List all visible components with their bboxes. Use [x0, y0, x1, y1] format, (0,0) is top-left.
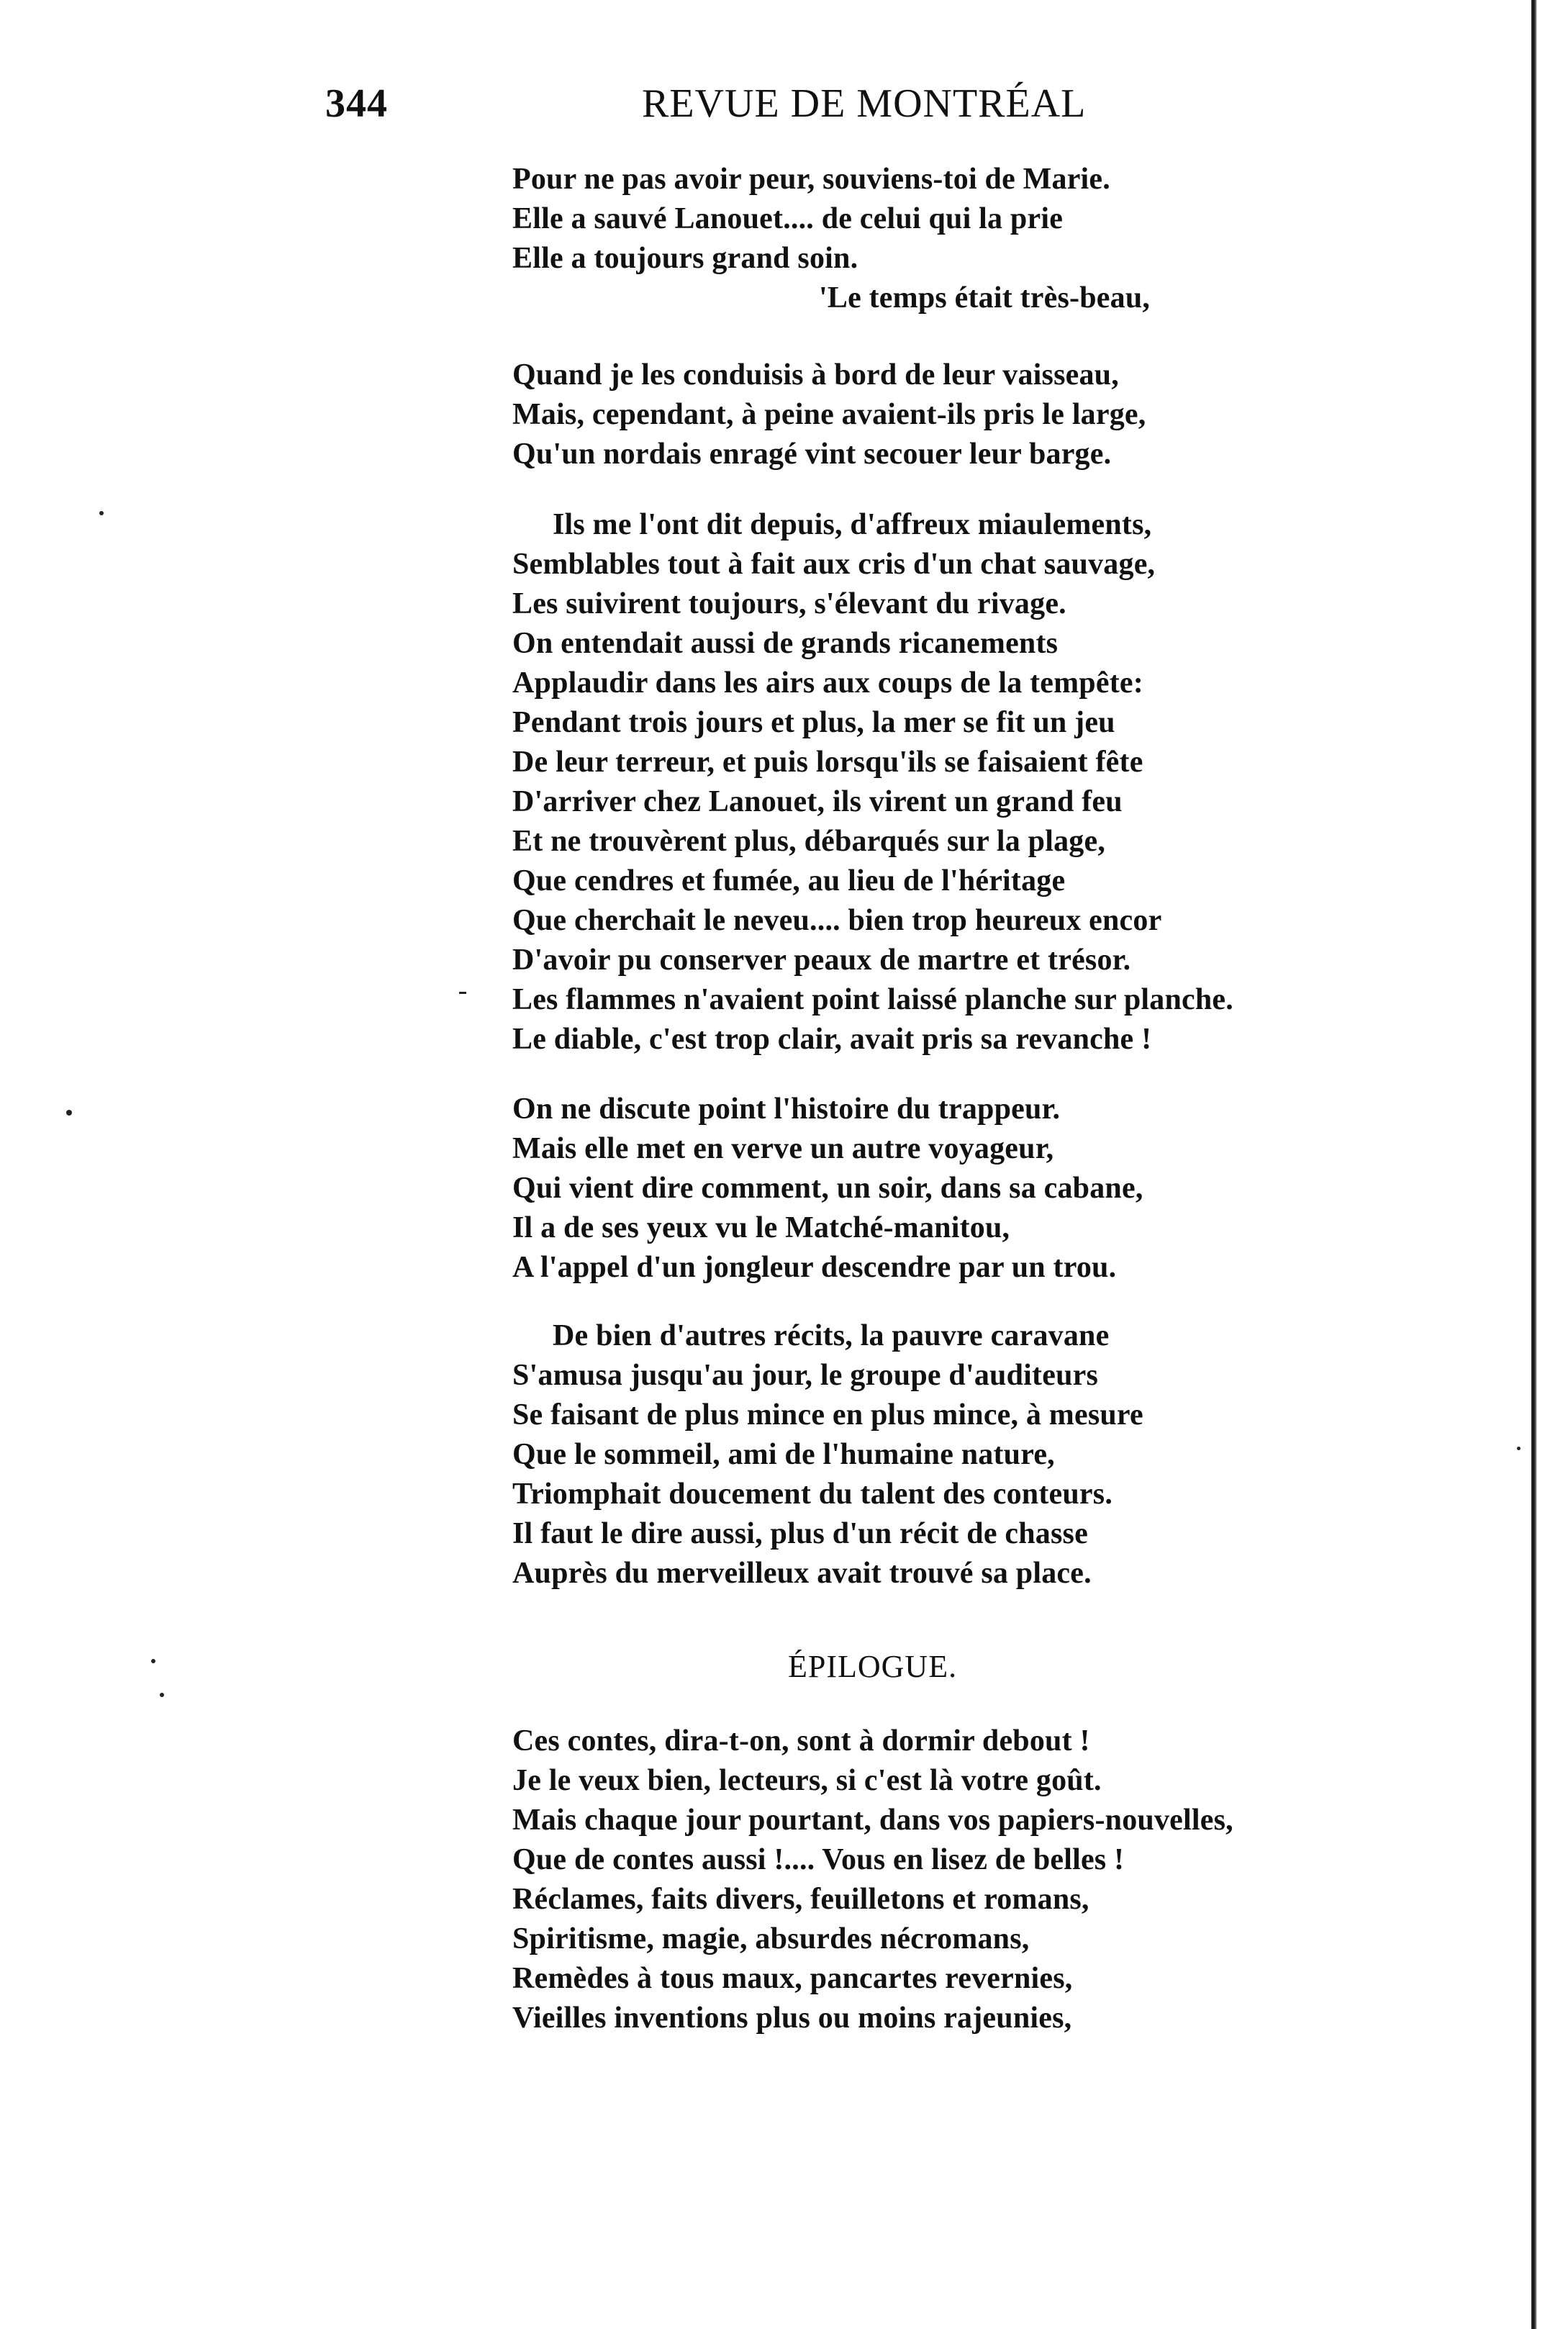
- poem-line: Les flammes n'avaient point laissé planche sur planche.: [512, 983, 1233, 1016]
- scan-speck: [151, 1659, 155, 1663]
- poem-line: Que cendres et fumée, au lieu de l'héritage: [512, 864, 1066, 897]
- poem-line: Se faisant de plus mince en plus mince, à mesure: [512, 1398, 1143, 1432]
- poem-line: Réclames, faits divers, feuilletons et romans,: [512, 1883, 1089, 1916]
- poem-line: Que de contes aussi !.... Vous en lisez de belles !: [512, 1843, 1125, 1876]
- poem-line: 'Le temps était très-beau,: [819, 281, 1151, 315]
- poem-line: Mais chaque jour pourtant, dans vos papiers-nouvelles,: [512, 1804, 1233, 1837]
- scan-speck: [99, 511, 104, 515]
- running-title: REVUE DE MONTRÉAL: [642, 81, 1087, 126]
- poem-line: Elle a sauvé Lanouet.... de celui qui la prie: [512, 202, 1064, 235]
- poem-line: D'avoir pu conserver peaux de martre et trésor.: [512, 944, 1131, 977]
- poem-line: D'arriver chez Lanouet, ils virent un grand feu: [512, 785, 1123, 818]
- page-header: [325, 81, 1131, 138]
- poem-line: On ne discute point l'histoire du trappeur.: [512, 1093, 1061, 1126]
- poem-line: Quand je les conduisis à bord de leur vaisseau,: [512, 358, 1119, 392]
- poem-line: Que le sommeil, ami de l'humaine nature,: [512, 1438, 1055, 1471]
- poem-line: A l'appel d'un jongleur descendre par un trou.: [512, 1251, 1117, 1284]
- poem-line: Pour ne pas avoir peur, souviens-toi de Marie.: [512, 163, 1110, 196]
- poem-line: Et ne trouvèrent plus, débarqués sur la plage,: [512, 825, 1106, 858]
- poem-line: Mais elle met en verve un autre voyageur,: [512, 1132, 1054, 1165]
- poem-line: Spiritisme, magie, absurdes nécromans,: [512, 1922, 1030, 1955]
- poem-line: Les suivirent toujours, s'élevant du rivage.: [512, 587, 1066, 620]
- poem-line: Qui vient dire comment, un soir, dans sa cabane,: [512, 1172, 1143, 1205]
- poem-line: Le diable, c'est trop clair, avait pris sa revanche !: [512, 1023, 1152, 1056]
- poem-line: Mais, cependant, à peine avaient-ils pris le large,: [512, 398, 1146, 431]
- binding-edge-line: [1531, 0, 1537, 2329]
- poem-line: S'amusa jusqu'au jour, le groupe d'auditeurs: [512, 1359, 1099, 1392]
- poem-line: On entendait aussi de grands ricanements: [512, 627, 1059, 660]
- scan-speck: [459, 992, 466, 994]
- poem-line: Que cherchait le neveu.... bien trop heureux encor: [512, 904, 1162, 937]
- poem-line: Ces contes, dira-t-on, sont à dormir debout !: [512, 1724, 1090, 1758]
- poem-line: Auprès du merveilleux avait trouvé sa place.: [512, 1557, 1092, 1590]
- poem-line: De bien d'autres récits, la pauvre caravane: [553, 1319, 1110, 1352]
- poem-line: Triomphait doucement du talent des conteurs.: [512, 1478, 1113, 1511]
- poem-line: Il a de ses yeux vu le Matché-manitou,: [512, 1211, 1010, 1244]
- poem-line: De leur terreur, et puis lorsqu'ils se faisaient fête: [512, 746, 1143, 779]
- page-number: 344: [325, 81, 388, 126]
- poem-line: Semblables tout à fait aux cris d'un chat sauvage,: [512, 548, 1156, 581]
- scan-speck: [160, 1693, 164, 1697]
- poem-line: Qu'un nordais enragé vint secouer leur barge.: [512, 438, 1112, 471]
- poem-line: Ils me l'ont dit depuis, d'affreux miaulements,: [553, 508, 1152, 541]
- scan-speck: [1517, 1447, 1521, 1450]
- poem-line: Pendant trois jours et plus, la mer se fit un jeu: [512, 706, 1115, 739]
- scan-speck: [66, 1110, 72, 1116]
- poem-line: Elle a toujours grand soin.: [512, 242, 858, 275]
- poem-line: Applaudir dans les airs aux coups de la tempête:: [512, 666, 1143, 700]
- poem-line: Remèdes à tous maux, pancartes revernies,: [512, 1962, 1073, 1995]
- poem-line: Il faut le dire aussi, plus d'un récit de chasse: [512, 1517, 1088, 1550]
- poem-line: Je le veux bien, lecteurs, si c'est là votre goût.: [512, 1764, 1102, 1797]
- poem-line: Vieilles inventions plus ou moins rajeunies,: [512, 2002, 1072, 2035]
- section-title: ÉPILOGUE.: [788, 1649, 958, 1684]
